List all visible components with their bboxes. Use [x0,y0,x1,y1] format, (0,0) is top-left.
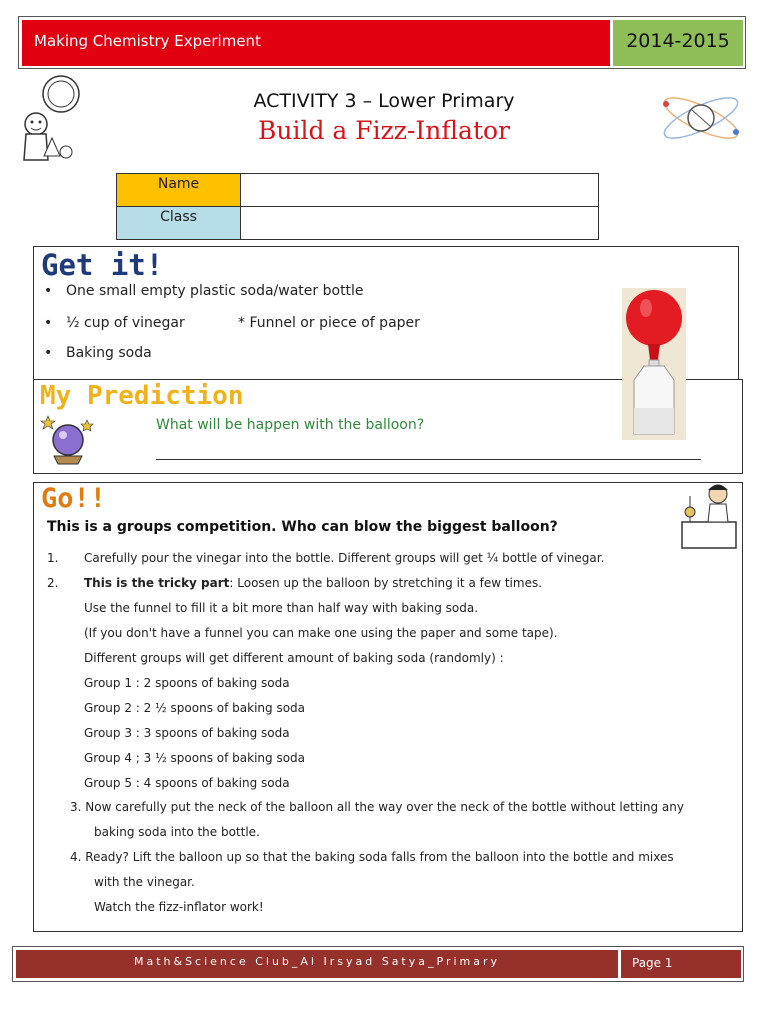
crystal-ball-icon [40,410,96,470]
prediction-question: What will be happen with the balloon? [156,417,425,433]
class-field[interactable] [241,207,599,240]
balloon-bottle-image [622,288,686,440]
material-item: Baking soda [66,345,152,361]
procedure-line: Group 1 : 2 spoons of baking soda [84,676,290,690]
procedure-line: with the vinegar. [94,875,195,889]
step-number: 1. [47,551,59,565]
bullet-icon: • [44,345,53,361]
procedure-step: Carefully pour the vinegar into the bottle. Different groups will get ¼ bottle of vinegar. [84,551,605,565]
material-item: ½ cup of vinegar [66,315,185,331]
material-item: One small empty plastic soda/water bottle [66,283,364,299]
procedure-line: Use the funnel to fill it a bit more than half way with baking soda. [84,601,479,615]
procedure-subtitle: This is a groups competition. Who can blow the biggest balloon? [47,519,558,535]
footer-text: Math&Science Club_Al Irsyad Satya_Primary [133,955,501,968]
procedure-line: Different groups will get different amount of baking soda (randomly) : [84,651,504,665]
materials-title: Get it! [41,248,164,282]
procedure-line: Group 2 : 2 ½ spoons of baking soda [84,701,306,715]
student-info-table [116,173,599,240]
scientist-illustration [678,482,740,550]
activity-heading: ACTIVITY 3 – Lower Primary [253,90,515,112]
procedure-line: Group 3 : 3 spoons of baking soda [84,726,290,740]
class-label: Class [117,207,241,240]
tricky-part-label: This is the tricky part [84,576,230,590]
list-item [44,283,364,299]
procedure-line: (If you don't have a funnel you can make one using the paper and some tape). [84,626,558,640]
procedure-step: 3. Now carefully put the neck of the balloon all the way over the neck of the bottle without letting any [70,800,684,814]
step-number: 2. [47,576,59,590]
name-label: Name [117,174,241,207]
list-item [44,315,185,331]
bullet-icon: • [44,315,53,331]
procedure-line: Watch the fizz-inflator work! [94,900,264,914]
material-extra: * Funnel or piece of paper [238,315,420,331]
page-number: Page 1 [632,956,673,970]
class-row [117,207,599,240]
prediction-answer-line[interactable] [156,459,701,460]
procedure-step: 4. Ready? Lift the balloon up so that the baking soda falls from the balloon into the bottle and mixes [70,850,674,864]
procedure-title: Go!! [41,483,107,514]
procedure-line: Group 5 : 4 spoons of baking soda [84,776,290,790]
step-text: : Loosen up the balloon by stretching it a few times. [229,576,543,590]
page-title: Build a Fizz-Inflator [257,116,510,145]
procedure-line: Group 4 ; 3 ½ spoons of baking soda [84,751,306,765]
header-year: 2014-2015 [626,30,730,52]
header-title: Making Chemistry Experiment [34,32,261,50]
name-row [117,174,599,207]
name-field[interactable] [241,174,599,207]
list-item [44,345,152,361]
bullet-icon: • [44,283,53,299]
procedure-line: baking soda into the bottle. [94,825,260,839]
procedure-step [84,576,542,590]
prediction-title: My Prediction [40,381,244,411]
